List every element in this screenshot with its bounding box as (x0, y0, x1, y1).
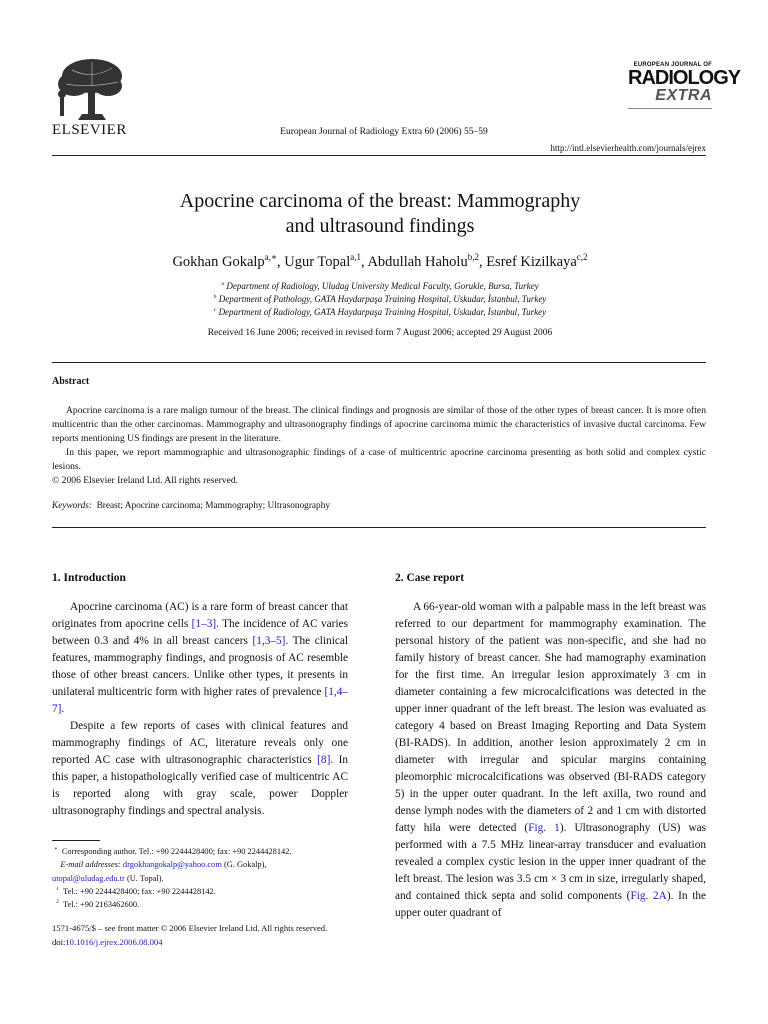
paragraph (395, 599, 706, 922)
text-run: A 66-year-old woman with a palpable mass in the left breast was referred to our department for mammography examination. The personal history of the patient was non-specific, and she had no family history of breast cancer. She had mamography examination for the first time. An irregular lesion approximately 3 cm in diameter containing a few microcalcifications was detected in the upper inner quadrant of the left breast. The lesion was evaluated as category 4 based on Breast Imaging Reporting and Data System (BI-RADS). In addition, another lesion approximately 2 cm in diameter with irregular and spicular margins containing pleomorphic microcalcifications was observed (BI-RADS category 5) in the upper outer quadrant. In the left axilla, two round and dense lymph nodes with the diameters of 2 and 1 cm with distorted fatty hila were detected ( (395, 601, 706, 834)
issn-line: 1571-4675/$ – see front matter © 2006 Elsevier Ireland Ltd. All rights reserved. (52, 923, 328, 933)
author-affiliation-mark[interactable]: c,2 (576, 252, 588, 263)
text-run: . The incidence of AC varies between 0.3 and 4% in all breast cancers (52, 618, 348, 647)
section-heading-case-report: 2. Case report (395, 572, 465, 584)
email-owner: (U. Topal). (124, 873, 164, 883)
front-matter (52, 922, 327, 949)
text-run: . In this paper, a histopathologically verified case of multicentric AC is reported along with gray scale, power Doppler ultrasonography findings and spectral analysis. (52, 754, 348, 817)
author-separator: , (360, 254, 368, 270)
text-run: ). Ultrasonography (US) was performed with a 7.5 MHz linear-array transducer and evaluation revealed a complex cystic lesion in the upper inner quadrant of the left breast. The lesion was 3.5 cm × 3 cm in size, irregularly shaped, and contained thick septa and solid components ( (395, 822, 707, 902)
article-title (60, 189, 700, 239)
affiliation-mark: b (213, 294, 217, 300)
footnote-mark: 1 (56, 886, 59, 893)
introduction-text (52, 599, 348, 820)
journal-logo-line1: EUROPEAN JOURNAL OF (633, 62, 712, 68)
author-list (60, 254, 700, 271)
elsevier-tree-logo (52, 56, 126, 122)
affiliation-text: Department of Pathology, GATA Haydarpaşa Training Hospital, Uskudar, İstanbul, Turkey (218, 294, 547, 304)
text-run: Despite a few reports of cases with clinical features and mammography findings of AC, literature reveals only one reported AC case with ultrasonographic characteristics (52, 720, 348, 766)
footnote-email (52, 858, 352, 871)
figure-link[interactable]: Fig. 1 (528, 822, 560, 834)
journal-logo-line3: EXTRA (655, 87, 712, 104)
citation-link[interactable]: [1–3] (191, 618, 217, 630)
author-name: Abdullah Haholu (367, 254, 468, 270)
keywords-label: Keywords: (52, 501, 92, 511)
email-label: E-mail addresses: (60, 860, 121, 870)
author-affiliation-mark[interactable]: a,∗ (264, 252, 278, 263)
footnotes (52, 845, 352, 911)
received-dates: Received 16 June 2006; received in revised form 7 August 2006; accepted 29 August 2006 (207, 328, 553, 338)
section-heading-introduction: 1. Introduction (52, 572, 126, 584)
doi-line (52, 936, 327, 950)
doi-link[interactable]: 10.1016/j.ejrex.2006.08.004 (65, 936, 163, 947)
text-run: Apocrine carcinoma (AC) is a rare form of breast cancer that originates from apocrine cells (52, 601, 348, 630)
affiliation-mark: a (221, 281, 225, 287)
text-run: . The clinical features, mammography findings, and prognosis of AC resemble those of other breast cancers. Unlike other types, it presents in unilateral multicentric form with higher rates of prevalence (52, 635, 348, 698)
abstract-heading: Abstract (52, 376, 90, 387)
journal-logo-rule (628, 108, 712, 109)
email-link[interactable]: drgokhangokalp@yahoo.com (122, 860, 222, 870)
affiliation-mark: c (213, 307, 217, 313)
footnote-rule (52, 840, 100, 841)
abstract-paragraph: In this paper, we report mammographic and ultrasonographic findings of a case of multicentric apocrine carcinoma presenting as both solid and complex cystic lesions. (52, 447, 706, 472)
doi-label: doi: (52, 936, 66, 947)
citation-link[interactable]: [8] (317, 754, 331, 766)
email-owner: (G. Gokalp), (221, 860, 267, 870)
publisher-name: ELSEVIER (52, 122, 127, 138)
author-separator: , (478, 254, 487, 270)
text-run: . (61, 703, 65, 715)
journal-citation: European Journal of Radiology Extra 60 (2006) 55–59 (280, 127, 488, 137)
footnote-email (52, 872, 352, 885)
footnote-2 (52, 898, 352, 911)
footnote-text: Tel.: +90 2163462600. (62, 900, 140, 910)
citation-link[interactable]: [1,3–5] (252, 635, 286, 647)
author-name: Esref Kizilkaya (486, 254, 577, 270)
author-separator: , (277, 254, 285, 270)
paragraph (52, 599, 348, 718)
affiliation-text: Department of Radiology, GATA Haydarpaşa Training Hospital, Uskudar, İstanbul, Turkey (218, 307, 547, 317)
keywords-list: Breast; Apocrine carcinoma; Mammography; Ultrasonography (96, 501, 330, 511)
affiliation (60, 307, 700, 317)
title-line-2: and ultrasound findings (285, 215, 475, 237)
abstract-bottom-rule (52, 527, 706, 528)
author-affiliation-mark[interactable]: b,2 (467, 252, 479, 263)
footnote-corresponding (52, 845, 352, 858)
abstract-top-rule (52, 362, 706, 363)
text-run: ). In the upper outer quadrant of (395, 890, 706, 919)
author-name: Ugur Topal (284, 254, 351, 270)
title-line-1: Apocrine carcinoma of the breast: Mammography (179, 190, 581, 212)
footnote-1 (52, 885, 352, 898)
journal-logo (628, 62, 741, 109)
affiliation-text: Department of Radiology, Uludag University Medical Faculty, Gorukle, Bursa, Turkey (226, 281, 539, 291)
email-link[interactable]: utopal@uludag.edu.tr (52, 873, 125, 883)
journal-url-link[interactable]: http://intl.elsevierhealth.com/journals/ejrex (550, 143, 706, 153)
abstract-body (52, 404, 706, 488)
affiliation (60, 281, 700, 291)
author-affiliation-mark[interactable]: a,1 (350, 252, 361, 263)
abstract-paragraph: Apocrine carcinoma is a rare malign tumour of the breast. The clinical findings and prognosis are similar of those of the other types of breast cancer. It is more often multicentric than the other carcinomas. Mammography and ultrasonography findings of apocrine carcinoma mimic the characteristics of invasive ductal carcinoma. Few reports mentioning US findings are present in the literature. (52, 405, 706, 444)
author-name: Gokhan Gokalp (172, 254, 265, 270)
journal-logo-line2: RADIOLOGY (628, 67, 741, 89)
footnote-text: Tel.: +90 2244428400; fax: +90 2244428142. (62, 886, 216, 896)
paragraph (52, 718, 348, 820)
affiliation (60, 294, 700, 304)
footnote-mark: 2 (56, 899, 59, 906)
keywords (52, 501, 330, 511)
header-divider (52, 155, 706, 156)
citation-link[interactable]: [1,4–7] (52, 686, 348, 715)
footnote-mark: ∗ (54, 846, 58, 853)
abstract-copyright: © 2006 Elsevier Ireland Ltd. All rights reserved. (52, 475, 239, 486)
figure-link[interactable]: Fig. 2A (630, 890, 667, 902)
case-report-text (395, 599, 706, 922)
footnote-text: Corresponding author. Tel.: +90 2244428400; fax: +90 2244428142. (61, 847, 292, 856)
